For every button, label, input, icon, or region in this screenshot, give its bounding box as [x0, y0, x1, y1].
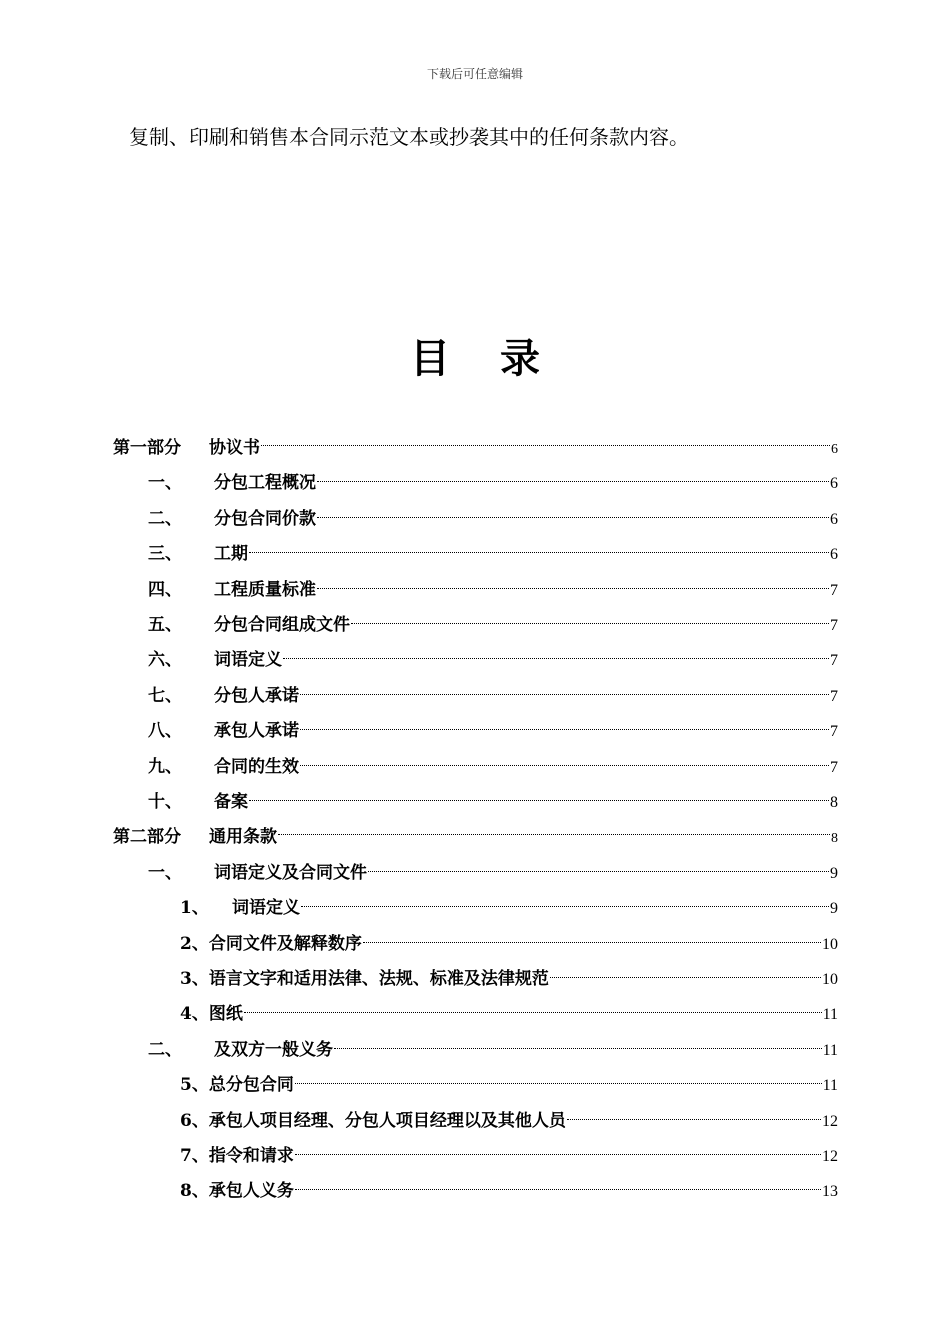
toc-entry-label: 分包合同价款 [214, 509, 316, 529]
toc-entry-page: 6 [830, 546, 838, 563]
toc-entry-page: 12 [822, 1113, 838, 1130]
toc-entry-page: 11 [822, 1077, 838, 1094]
toc-entry-number: 二、 [148, 509, 182, 529]
toc-dot-leader [295, 1154, 821, 1155]
toc-dot-leader [301, 906, 829, 907]
toc-entry-label: 6、承包人项目经理、分包人项目经理以及其他人员 [180, 1111, 566, 1131]
toc-entry-label: 承包人承诺 [214, 721, 299, 741]
toc-dot-leader [295, 1083, 822, 1084]
toc-dot-leader [249, 552, 829, 553]
toc-dot-leader [300, 729, 829, 730]
toc-entry-number: 一、 [148, 863, 182, 883]
toc-entry-number: 三、 [148, 544, 182, 564]
toc-entry[interactable] [148, 504, 838, 534]
toc-entry-page: 12 [822, 1148, 838, 1165]
toc-dot-leader [261, 445, 830, 446]
toc-entry-page: 13 [822, 1183, 838, 1200]
toc-entry[interactable] [148, 858, 838, 888]
toc-entry-number: 第二部分 [113, 827, 181, 847]
toc-entry-label: 分包人承诺 [214, 686, 299, 706]
toc-entry[interactable] [148, 645, 838, 675]
toc-dot-leader [300, 694, 829, 695]
toc-entry-page: 6 [830, 475, 838, 492]
toc-entry-number: 五、 [148, 615, 182, 635]
toc-entry-label: 通用条款 [209, 827, 277, 847]
toc-entry-page: 9 [830, 865, 838, 882]
toc-entry[interactable] [148, 575, 838, 605]
toc-dot-leader [368, 871, 829, 872]
toc-entry[interactable] [148, 716, 838, 746]
toc-entry[interactable] [148, 468, 838, 498]
toc-entry[interactable] [180, 999, 838, 1029]
toc-entry-page: 7 [830, 652, 838, 669]
toc-entry-page: 11 [822, 1006, 838, 1023]
toc-entry-page: 10 [822, 971, 838, 988]
toc-entry-page: 8 [830, 794, 838, 811]
toc-dot-leader [283, 658, 829, 659]
toc-entry[interactable] [180, 964, 838, 994]
toc-entry[interactable] [113, 433, 838, 463]
toc-entry-number: 七、 [148, 686, 182, 706]
toc-entry[interactable] [180, 1176, 838, 1206]
toc-dot-leader [249, 800, 829, 801]
toc-entry-label: 词语定义及合同文件 [214, 863, 367, 883]
toc-entry[interactable] [180, 893, 838, 923]
toc-entry-number: 九、 [148, 757, 182, 777]
toc-dot-leader [278, 834, 830, 835]
toc-entry-label: 工程质量标准 [214, 580, 316, 600]
toc-entry-label: 词语定义 [232, 898, 300, 918]
toc-entry-label: 4、图纸 [180, 1004, 243, 1024]
toc-entry-number: 二、 [148, 1040, 182, 1060]
toc-entry[interactable] [180, 1141, 838, 1171]
toc-entry-page: 7 [830, 723, 838, 740]
toc-entry-page: 10 [822, 936, 838, 953]
toc-entry-number: 四、 [148, 580, 182, 600]
toc-entry-page: 9 [830, 900, 838, 917]
toc-dot-leader [317, 481, 829, 482]
toc-dot-leader [550, 977, 821, 978]
toc-entry-label: 7、指令和请求 [180, 1146, 294, 1166]
toc-entry-label: 及双方一般义务 [214, 1040, 333, 1060]
page-header-note: 下载后可任意编辑 [426, 67, 523, 81]
toc-dot-leader [295, 1189, 821, 1190]
toc-entry-label: 8、承包人义务 [180, 1181, 294, 1201]
toc-entry[interactable] [180, 1106, 838, 1136]
toc-entry-page: 7 [830, 617, 838, 634]
toc-entry[interactable] [148, 787, 838, 817]
toc-entry-page: 8 [831, 831, 838, 846]
toc-title: 目 录 [410, 335, 558, 382]
toc-dot-leader [567, 1119, 821, 1120]
toc-entry[interactable] [148, 610, 838, 640]
toc-entry-label: 备案 [214, 792, 248, 812]
intro-paragraph: 复制、印刷和销售本合同示范文本或抄袭其中的任何条款内容。 [129, 125, 689, 149]
toc-entry-label: 合同的生效 [214, 757, 299, 777]
toc-entry-number: 1、 [180, 898, 209, 918]
toc-entry-label: 2、合同文件及解释数序 [180, 934, 362, 954]
toc-entry-page: 6 [831, 442, 838, 457]
toc-dot-leader [317, 588, 829, 589]
toc-entry-page: 7 [830, 759, 838, 776]
toc-entry-label: 协议书 [209, 438, 260, 458]
toc-entry[interactable] [148, 681, 838, 711]
toc-entry[interactable] [148, 1035, 838, 1065]
toc-entry[interactable] [180, 929, 838, 959]
toc-entry-page: 11 [822, 1042, 838, 1059]
toc-entry[interactable] [148, 539, 838, 569]
toc-entry-label: 词语定义 [214, 650, 282, 670]
toc-dot-leader [363, 942, 821, 943]
toc-dot-leader [334, 1048, 822, 1049]
toc-entry-page: 6 [830, 511, 838, 528]
toc-entry[interactable] [180, 1070, 838, 1100]
toc-entry-label: 分包工程概况 [214, 473, 316, 493]
toc-entry-label: 3、语言文字和适用法律、法规、标准及法律规范 [180, 969, 549, 989]
toc-entry-number: 一、 [148, 473, 182, 493]
toc-entry-page: 7 [830, 582, 838, 599]
toc-dot-leader [351, 623, 829, 624]
toc-dot-leader [244, 1012, 822, 1013]
toc-entry-number: 六、 [148, 650, 182, 670]
toc-entry-number: 十、 [148, 792, 182, 812]
toc-entry[interactable] [113, 822, 838, 852]
toc-entry-page: 7 [830, 688, 838, 705]
toc-entry-label: 分包合同组成文件 [214, 615, 350, 635]
toc-entry-number: 第一部分 [113, 438, 181, 458]
toc-dot-leader [317, 517, 829, 518]
toc-dot-leader [300, 765, 829, 766]
toc-entry-number: 八、 [148, 721, 182, 741]
toc-entry[interactable] [148, 752, 838, 782]
toc-entry-label: 5、总分包合同 [180, 1075, 294, 1095]
toc-entry-label: 工期 [214, 544, 248, 564]
